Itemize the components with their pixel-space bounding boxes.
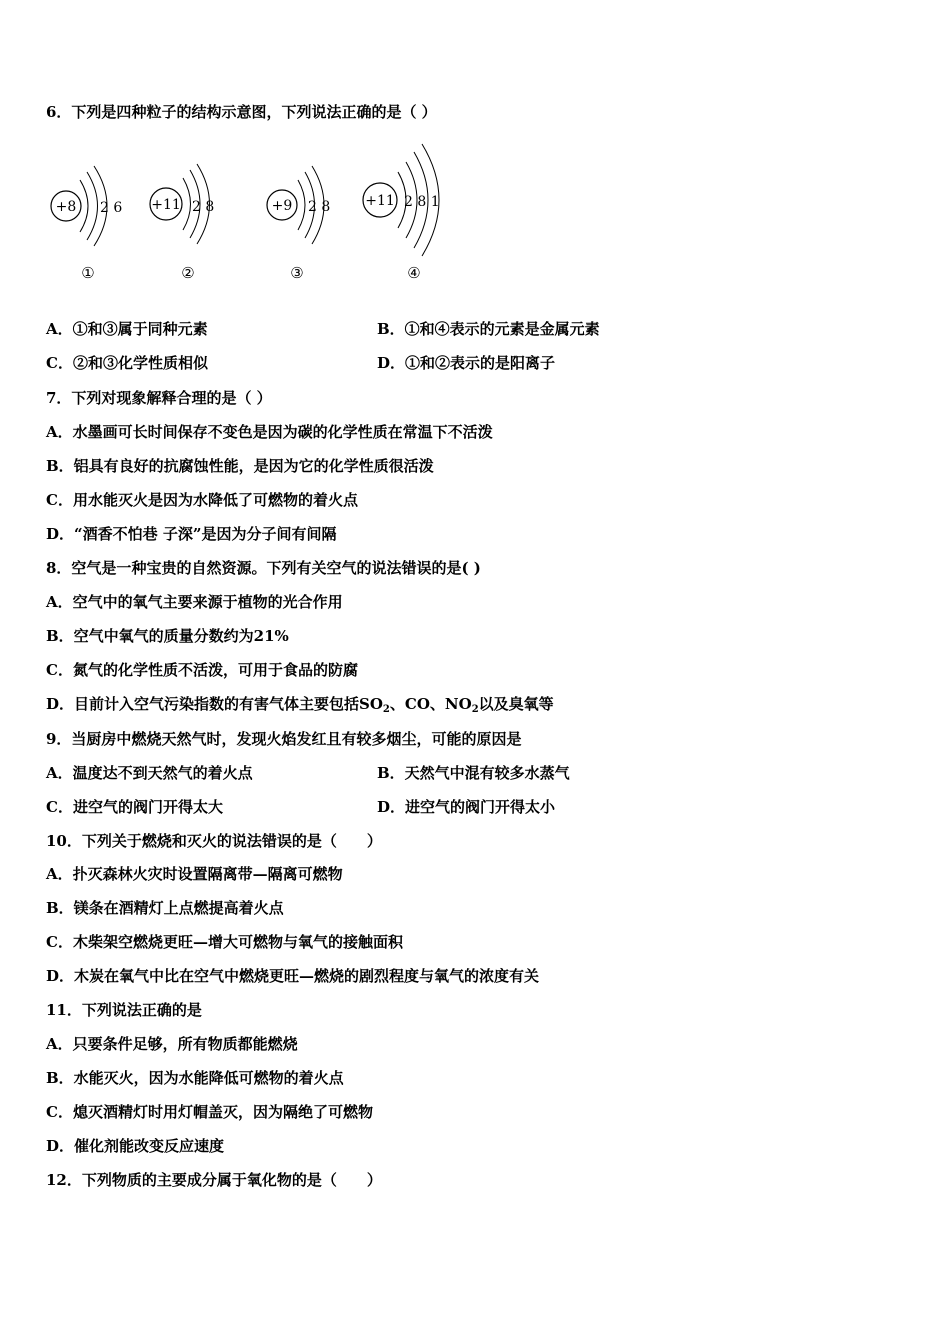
q10-option-a: A．扑灭森林火灾时设置隔离带—隔离可燃物 <box>46 865 343 883</box>
q6-option-c: C．②和③化学性质相似 <box>46 354 208 372</box>
particle-4-nucleus: +11 <box>365 193 395 209</box>
q7-option-b: B．铝具有良好的抗腐蚀性能，是因为它的化学性质很活泼 <box>46 457 434 475</box>
q7-option-c: C．用水能灭火是因为水降低了可燃物的着火点 <box>46 491 358 509</box>
particle-4-label: ④ <box>407 264 421 282</box>
q9-stem: 9．当厨房中燃烧天然气时，发现火焰发红且有较多烟尘，可能的原因是 <box>46 730 522 748</box>
q11-option-d: D．催化剂能改变反应速度 <box>46 1137 225 1155</box>
particle-2 <box>150 164 214 282</box>
q6-option-a: A．①和③属于同种元素 <box>46 320 208 338</box>
q11-stem: 11．下列说法正确的是 <box>46 1001 202 1019</box>
q8-option-d <box>46 694 554 720</box>
q9-option-b: B．天然气中混有较多水蒸气 <box>377 764 570 782</box>
q10-option-c: C．木柴架空燃烧更旺—增大可燃物与氧气的接触面积 <box>46 933 403 951</box>
q7-option-a: A．水墨画可长时间保存不变色是因为碳的化学性质在常温下不活泼 <box>46 423 493 441</box>
q10-option-d: D．木炭在氧气中比在空气中燃烧更旺—燃烧的剧烈程度与氧气的浓度有关 <box>46 967 540 985</box>
q6-stem: 6．下列是四种粒子的结构示意图，下列说法正确的是（ ） <box>46 103 437 121</box>
q10-option-b: B．镁条在酒精灯上点燃提高着火点 <box>46 899 284 917</box>
q6-option-d: D．①和②表示的是阳离子 <box>377 354 556 372</box>
q12-stem: 12．下列物质的主要成分属于氧化物的是（ ） <box>46 1171 382 1189</box>
particle-2-label: ② <box>181 264 195 282</box>
q8-option-b: B．空气中氧气的质量分数约为21% <box>46 627 289 645</box>
particle-3-shells: 2 8 <box>308 199 331 215</box>
q8-d-sub1: 2 <box>382 704 390 715</box>
q8-d-prefix: D．目前计入空气污染指数的有害气体主要包括SO <box>46 695 383 713</box>
particle-3 <box>267 166 330 282</box>
particle-1-label: ① <box>81 264 95 282</box>
q10-stem: 10．下列关于燃烧和灭火的说法错误的是（ ） <box>46 832 382 850</box>
q7-stem: 7．下列对现象解释合理的是（ ） <box>46 389 272 407</box>
atom-structure-diagram <box>40 140 460 290</box>
particle-2-shells: 2 8 <box>192 199 215 215</box>
particle-2-nucleus: +11 <box>151 197 181 213</box>
q7-option-d: D．“酒香不怕巷 子深”是因为分子间有间隔 <box>46 525 337 543</box>
particle-1-nucleus: +8 <box>55 199 77 215</box>
q11-option-b: B．水能灭火，因为水能降低可燃物的着火点 <box>46 1069 344 1087</box>
particle-4-shells: 2 8 1 <box>404 194 440 210</box>
q9-option-c: C．进空气的阀门开得太大 <box>46 798 223 816</box>
particle-1 <box>51 166 122 282</box>
q8-stem: 8．空气是一种宝贵的自然资源。下列有关空气的说法错误的是( ) <box>46 559 481 577</box>
particle-4 <box>363 144 440 282</box>
q8-d-sub2: 2 <box>471 704 479 715</box>
particle-3-label: ③ <box>290 264 304 282</box>
q11-option-c: C．熄灭酒精灯时用灯帽盖灭，因为隔绝了可燃物 <box>46 1103 373 1121</box>
q11-option-a: A．只要条件足够，所有物质都能燃烧 <box>46 1035 298 1053</box>
q9-option-d: D．进空气的阀门开得太小 <box>377 798 556 816</box>
q8-option-a: A．空气中的氧气主要来源于植物的光合作用 <box>46 593 343 611</box>
q6-option-b: B．①和④表示的元素是金属元素 <box>377 320 600 338</box>
q9-option-a: A．温度达不到天然气的着火点 <box>46 764 253 782</box>
particle-3-nucleus: +9 <box>271 198 293 214</box>
q8-d-suffix: 以及臭氧等 <box>478 695 554 713</box>
q8-d-mid: 、CO、NO <box>389 695 472 713</box>
particle-1-shells: 2 6 <box>100 200 123 216</box>
q8-option-c: C．氮气的化学性质不活泼，可用于食品的防腐 <box>46 661 358 679</box>
